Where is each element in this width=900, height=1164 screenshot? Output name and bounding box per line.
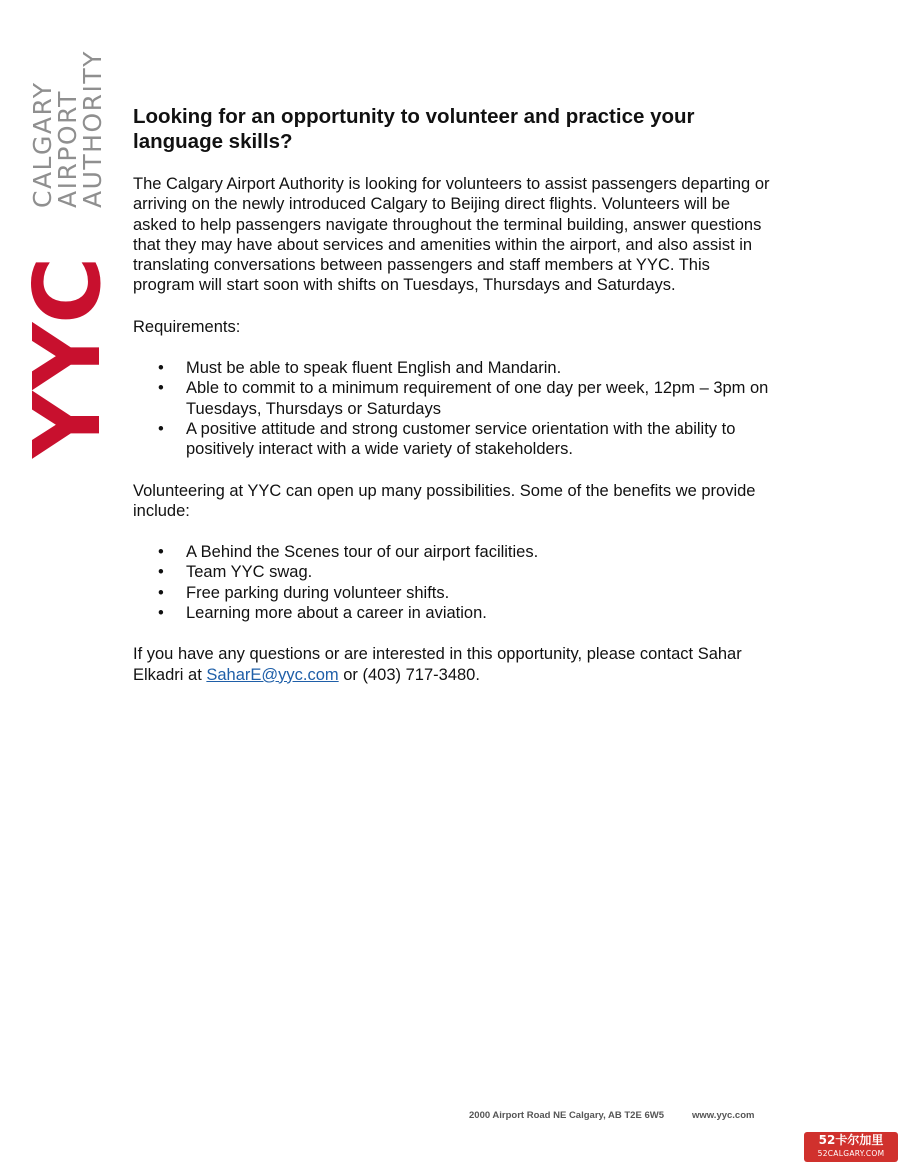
list-item [158,542,773,562]
list-item [158,358,773,378]
email-link[interactable]: SaharE@yyc.com [206,665,339,684]
list-item [158,378,773,419]
benefit-text: Team YYC swag. [186,563,313,582]
intro-paragraph: The Calgary Airport Authority is looking for volunteers to assist passengers departing or arriving on the newly introduced Calgary to Beijing direct flights. Volunteers will be asked to help passengers navigate throughout the terminal building, answer questions that they may have about services and amenities within the airport, and also assist in translating conversations between passengers and staff members at YYC. This program will start soon with shifts on Tuesdays, Thursdays and Saturdays. [133,175,770,295]
watermark-badge [804,1132,898,1162]
requirements-label: Requirements: [133,317,241,336]
bullet-icon: • [158,563,164,582]
list-item [158,583,773,603]
contact-phone-text: or (403) 717-3480. [338,665,480,684]
logo-line-authority: AUTHORITY [78,50,107,208]
footer-address: 2000 Airport Road NE Calgary, AB T2E 6W5 [469,1110,664,1121]
list-item [158,562,773,582]
bullet-icon: • [158,379,164,398]
logo-line-calgary: CALGARY [28,81,57,208]
benefits-list [133,542,773,623]
benefits-intro: Volunteering at YYC can open up many possibilities. Some of the benefits we provide include: [133,481,756,520]
logo-line-airport: AIRPORT [53,90,82,208]
list-item [158,419,773,460]
benefit-text: A Behind the Scenes tour of our airport facilities. [186,543,539,562]
bullet-icon: • [158,543,164,562]
footer [469,1110,754,1121]
bullet-icon: • [158,359,164,378]
bullet-icon: • [158,604,164,623]
requirement-text: Must be able to speak fluent English and Mandarin. [186,359,562,378]
benefit-text: Free parking during volunteer shifts. [186,583,450,602]
contact-text: If you have any questions or are interested in this opportunity, please contact Sahar Elkadri at [133,645,742,684]
document-body [133,104,773,706]
footer-website: www.yyc.com [691,1110,755,1121]
contact-paragraph [133,644,773,685]
requirement-text: Able to commit to a minimum requirement of one day per week, 12pm – 3pm on Tuesdays, Thursdays or Saturdays [186,379,769,418]
bullet-icon: • [158,583,164,602]
bullet-icon: • [158,419,164,438]
requirements-list [133,358,773,459]
list-item [158,603,773,623]
page-title: Looking for an opportunity to volunteer and practice your language skills? [133,105,695,153]
logo-yyc-mark: YYC [14,254,121,458]
requirement-text: A positive attitude and strong customer service orientation with the ability to positively interact with a wide variety of stakeholders. [186,419,736,459]
watermark-title: 52卡尔加里 [818,1133,884,1147]
yyc-logo [0,0,120,480]
watermark-url: 52CALGARY.COM [817,1149,885,1158]
benefit-text: Learning more about a career in aviation. [186,604,487,623]
